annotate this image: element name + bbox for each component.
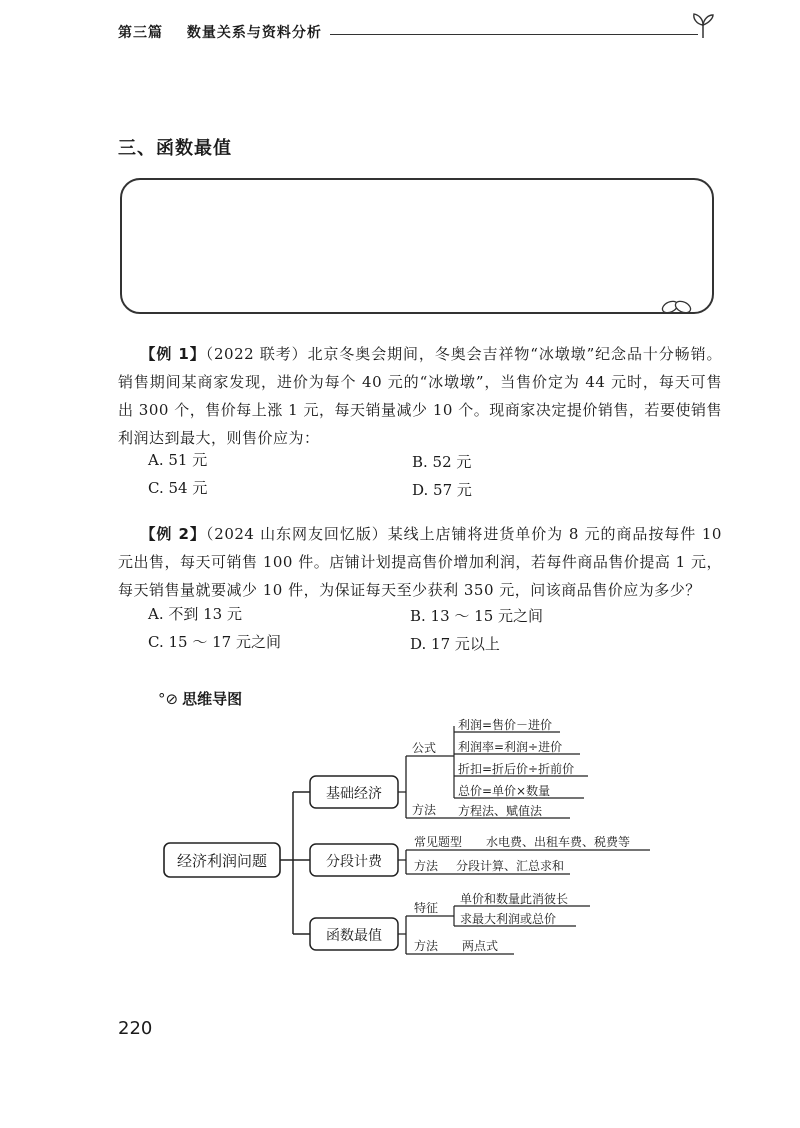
header-chapter: 数量关系与资料分析 <box>186 25 322 41</box>
example-2-body: （2024 山东网友回忆版）某线上店铺将进货单价为 8 元的商品按每件 10 元出售，每天可销售 100 件。店铺计划提高售价增加利润，若每件商品售价提高 1 元，每天销售量就要减少 10 件，为保证每天至少获利 350 元，问该商品售价应为多少？ <box>118 525 722 599</box>
example-1-option-c: C. 54 元 <box>148 479 208 497</box>
example-2-option-c: C. 15 ～ 17 元之间 <box>148 633 281 651</box>
section-title: 三、函数最值 <box>118 138 232 159</box>
mindmap-root: 经济利润问题 <box>176 852 268 870</box>
example-2-option-d: D. 17 元以上 <box>410 635 500 653</box>
item-feature-maximize: 求最大利润或总价 <box>460 912 557 926</box>
mindmap-trunk <box>280 792 310 934</box>
group-label-feature: 特征 <box>414 901 439 915</box>
example-1-option-d: D. 57 元 <box>412 481 472 499</box>
page-number: 220 <box>118 1018 153 1039</box>
group-label-method-1: 方法 <box>412 803 437 817</box>
item-profit-formula: 利润=售价－进价 <box>458 718 553 732</box>
item-total-formula: 总价=单价×数量 <box>458 784 551 798</box>
running-header <box>118 22 322 42</box>
header-part: 第三篇 <box>118 25 163 41</box>
item-common-types: 水电费、出租车费、税费等 <box>486 835 631 849</box>
group-label-formula: 公式 <box>412 741 437 755</box>
mindmap-title-text: 思维导图 <box>182 690 243 708</box>
group-label-common-types: 常见题型 <box>414 835 463 849</box>
group-label-method-3: 方法 <box>414 939 439 953</box>
example-1-body: （2022 联考）北京冬奥会期间，冬奥会吉祥物“冰墩墩”纪念品十分畅销。销售期间某商家发现，进价为每个 40 元的“冰墩墩”，当售价定为 44 元时，每天可售出 300 个，售价每上涨 1 元，每天销量减少 10 个。现商家决定提价销售，若要使销售利润达到最大，则售价应为： <box>118 345 722 447</box>
example-1-option-a: A. 51 元 <box>148 451 208 469</box>
example-2-option-a: A. 不到 13 元 <box>148 605 242 623</box>
leaf-icon: °⊘ <box>158 690 179 708</box>
leaf-pair-icon <box>660 298 694 316</box>
item-method-function: 两点式 <box>462 939 499 953</box>
mindmap-title <box>158 688 242 709</box>
example-1 <box>118 340 722 452</box>
item-profit-rate-formula: 利润率=利润÷进价 <box>458 740 563 754</box>
branch-label-basic: 基础经济 <box>326 786 382 802</box>
group-label-method-2: 方法 <box>414 859 439 873</box>
branch-label-function: 函数最值 <box>326 928 382 944</box>
item-method-tiered: 分段计算、汇总求和 <box>456 859 565 873</box>
example-1-tag: 【例 1】 <box>140 345 206 363</box>
example-2-option-b: B. 13 ～ 15 元之间 <box>410 607 544 625</box>
example-2 <box>118 520 722 604</box>
branch-label-tiered: 分段计费 <box>326 854 382 870</box>
item-method-basic: 方程法、赋值法 <box>458 804 543 818</box>
item-discount-formula: 折扣=折后价÷折前价 <box>458 762 575 776</box>
note-box <box>120 178 714 314</box>
item-feature-tradeoff: 单价和数量此消彼长 <box>460 892 569 906</box>
sprout-icon <box>688 10 718 40</box>
header-rule <box>330 34 698 35</box>
mindmap-diagram <box>150 712 670 968</box>
example-2-tag: 【例 2】 <box>140 525 206 543</box>
example-1-option-b: B. 52 元 <box>412 453 472 471</box>
